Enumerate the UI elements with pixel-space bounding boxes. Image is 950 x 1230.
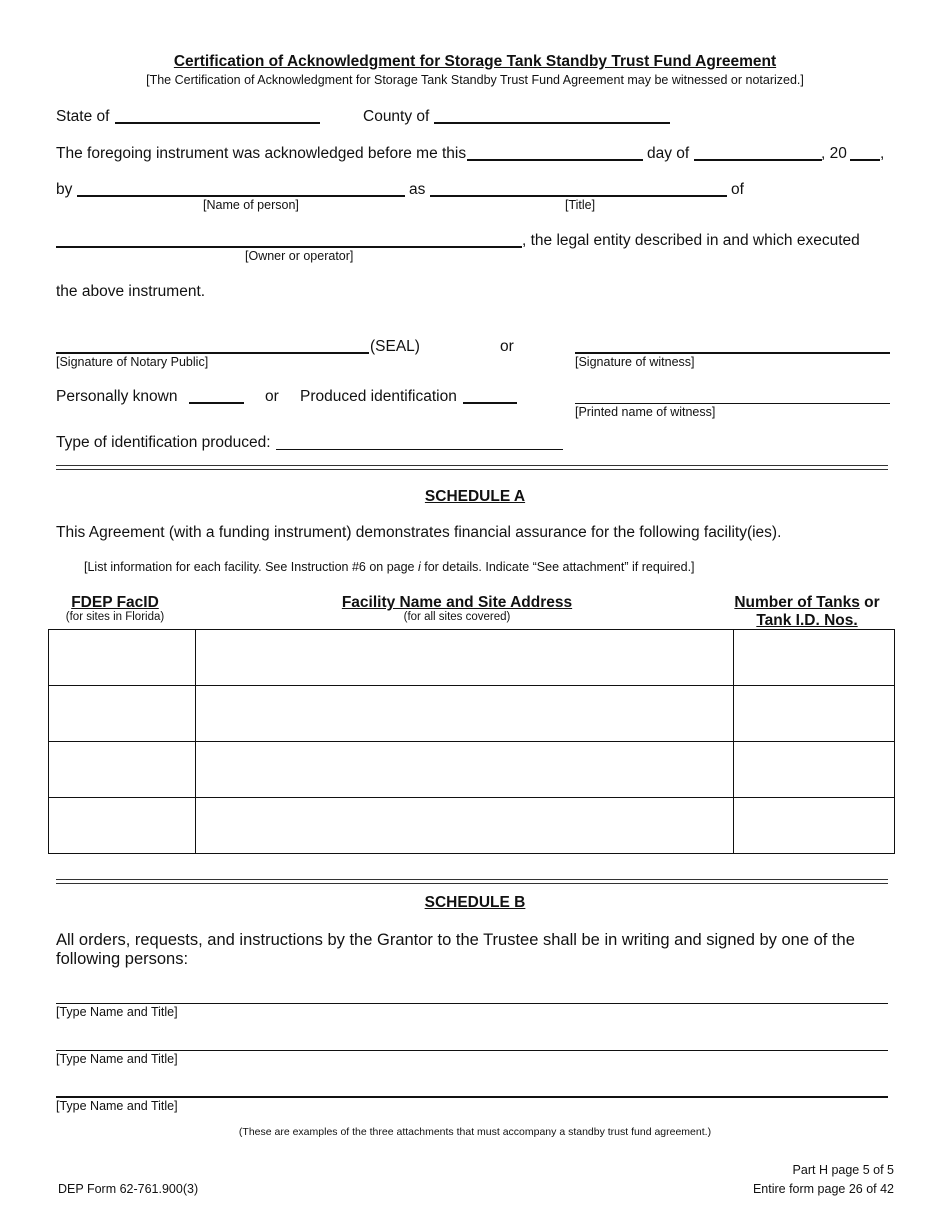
col-header-facid-sub: (for sites in Florida) xyxy=(65,611,165,623)
table-row xyxy=(49,742,895,798)
facility-cell[interactable] xyxy=(196,742,734,798)
facility-cell[interactable] xyxy=(196,798,734,854)
schedule-a-instruction xyxy=(84,560,695,574)
instruction-text-1: [List information for each facility. See Instruction #6 on page xyxy=(84,560,418,574)
name-of-person-caption: [Name of person] xyxy=(203,198,299,212)
witness-signature-caption: [Signature of witness] xyxy=(575,355,695,369)
day-of-label: day of xyxy=(647,145,690,162)
title-field[interactable] xyxy=(430,195,727,197)
type-id-field[interactable] xyxy=(276,449,563,450)
schedule-b-intro: All orders, requests, and instructions by the Grantor to the Trustee shall be in writing and signed by one of the following persons: xyxy=(56,931,855,968)
personally-known-label: Personally known xyxy=(56,388,178,405)
schedule-a-heading: SCHEDULE A xyxy=(424,488,526,505)
facid-cell[interactable] xyxy=(49,630,196,686)
col-header-facid xyxy=(40,594,190,623)
signer-line-1[interactable] xyxy=(56,1003,888,1004)
table-row xyxy=(49,798,895,854)
instruction-italic-i: i xyxy=(417,560,421,574)
or-label: or xyxy=(500,338,514,355)
col-header-tanks-label: Number of Tanks xyxy=(734,594,860,611)
owner-operator-field[interactable] xyxy=(56,246,522,248)
tanks-cell[interactable] xyxy=(734,798,895,854)
col-header-facility xyxy=(257,594,657,623)
signer-caption-3: [Type Name and Title] xyxy=(56,1099,178,1113)
col-header-tanks-line2: Tank I.D. Nos. xyxy=(756,612,858,629)
month-field[interactable] xyxy=(694,159,822,161)
facid-cell[interactable] xyxy=(49,798,196,854)
col-header-tanks xyxy=(722,594,892,630)
year-prefix: , 20 xyxy=(821,145,847,162)
signer-line-2[interactable] xyxy=(56,1050,888,1051)
document-title: Certification of Acknowledgment for Storage Tank Standby Trust Fund Agreement xyxy=(173,53,777,70)
col-header-facility-label: Facility Name and Site Address xyxy=(341,594,573,611)
col-header-facility-sub: (for all sites covered) xyxy=(403,611,511,623)
table-row xyxy=(49,686,895,742)
as-label: as xyxy=(409,181,426,198)
year-field[interactable] xyxy=(850,159,880,161)
tanks-cell[interactable] xyxy=(734,686,895,742)
printed-witness-caption: [Printed name of witness] xyxy=(575,405,716,419)
of-label: of xyxy=(731,181,744,198)
entire-page: Entire form page 26 of 42 xyxy=(752,1182,894,1196)
col-header-tanks-or: or xyxy=(859,594,880,611)
section-divider-2 xyxy=(56,879,888,884)
above-instrument-text: the above instrument. xyxy=(56,283,206,300)
county-label: County of xyxy=(363,108,430,125)
facility-cell[interactable] xyxy=(196,630,734,686)
personally-known-field[interactable] xyxy=(189,402,244,404)
owner-operator-caption: [Owner or operator] xyxy=(245,249,354,263)
tanks-cell[interactable] xyxy=(734,630,895,686)
signer-line-3[interactable] xyxy=(56,1096,888,1098)
by-label: by xyxy=(56,181,73,198)
name-of-person-field[interactable] xyxy=(77,195,405,197)
signer-caption-1: [Type Name and Title] xyxy=(56,1005,178,1019)
schedule-b-heading: SCHEDULE B xyxy=(424,894,526,911)
attachments-note: (These are examples of the three attachments that must accompany a standby trust fund agreement.) xyxy=(238,1126,712,1138)
state-label: State of xyxy=(56,108,110,125)
acknowledged-text: The foregoing instrument was acknowledged before me this xyxy=(56,145,467,162)
section-divider xyxy=(56,465,888,470)
produced-id-label: Produced identification xyxy=(300,388,457,405)
form-number: DEP Form 62-761.900(3) xyxy=(58,1182,199,1196)
part-page: Part H page 5 of 5 xyxy=(792,1163,894,1177)
printed-witness-field[interactable] xyxy=(575,403,890,404)
legal-entity-text: , the legal entity described in and which executed xyxy=(522,232,860,249)
instruction-text-2: for details. Indicate “See attachment” if required.] xyxy=(420,560,695,574)
notary-signature-caption: [Signature of Notary Public] xyxy=(56,355,209,369)
tanks-cell[interactable] xyxy=(734,742,895,798)
signer-caption-2: [Type Name and Title] xyxy=(56,1052,178,1066)
year-comma: , xyxy=(880,145,885,162)
or-label-2: or xyxy=(265,388,279,405)
document-subtitle: [The Certification of Acknowledgment for Storage Tank Standby Trust Fund Agreement may be witnessed or notarized.] xyxy=(146,73,804,87)
witness-signature-field[interactable] xyxy=(575,352,890,354)
schedule-a-intro: This Agreement (with a funding instrument) demonstrates financial assurance for the following facility(ies). xyxy=(56,524,782,541)
county-field[interactable] xyxy=(434,122,670,124)
facility-table xyxy=(48,629,895,854)
col-header-facid-label: FDEP FacID xyxy=(71,594,159,611)
title-caption: [Title] xyxy=(565,198,596,212)
facid-cell[interactable] xyxy=(49,742,196,798)
facid-cell[interactable] xyxy=(49,686,196,742)
table-row xyxy=(49,630,895,686)
date-day-field[interactable] xyxy=(467,159,643,161)
facility-cell[interactable] xyxy=(196,686,734,742)
produced-id-field[interactable] xyxy=(463,402,517,404)
type-id-label: Type of identification produced: xyxy=(56,434,271,451)
state-field[interactable] xyxy=(115,122,320,124)
notary-signature-field[interactable] xyxy=(56,352,369,354)
seal-label: (SEAL) xyxy=(370,338,420,355)
